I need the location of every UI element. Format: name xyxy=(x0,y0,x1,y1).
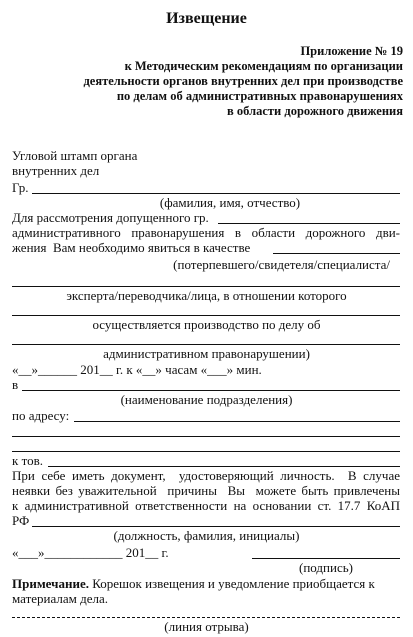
role-field-line[interactable] xyxy=(12,286,400,287)
cut-line xyxy=(12,617,400,618)
warning-text: РФ xyxy=(12,513,30,528)
note xyxy=(12,576,375,591)
offender-name-field[interactable] xyxy=(218,223,400,224)
document-title: Извещение xyxy=(166,10,247,27)
review-text: административного правонарушения в области дорожного дви- xyxy=(12,225,400,240)
position-field[interactable] xyxy=(32,526,400,527)
warning-text: При себе иметь документ, удостоверяющий личность. В случае xyxy=(12,468,400,483)
appendix-line: деятельности органов внутренних дел при производстве xyxy=(83,74,403,88)
position-hint: (должность, фамилия, инициалы) xyxy=(113,528,300,543)
note-text: материалам дела. xyxy=(12,591,108,606)
address-field[interactable] xyxy=(74,421,400,422)
role-field-line[interactable] xyxy=(12,315,400,316)
address-label: по адресу: xyxy=(12,408,70,423)
officer-field[interactable] xyxy=(48,466,400,467)
role-hint: административном правонарушении) xyxy=(103,346,310,361)
signature-date: «___»____________ 201__ г. xyxy=(12,545,169,560)
recipient-hint: (фамилия, имя, отчество) xyxy=(159,195,301,210)
warning-text: к административной ответственности на основании ст. 17.7 КоАП xyxy=(12,498,400,513)
stamp-label: внутренних дел xyxy=(12,163,100,178)
review-text: Для рассмотрения допущенного гр. xyxy=(12,210,209,225)
address-field-line[interactable] xyxy=(12,436,400,437)
appendix-number: Приложение № 19 xyxy=(300,44,403,58)
review-text: жения Вам необходимо явиться в качестве xyxy=(12,240,251,255)
role-hint: эксперта/переводчика/лица, в отношении которого xyxy=(66,288,347,303)
role-hint: осуществляется производство по делу об xyxy=(92,317,321,332)
note-label: Примечание. xyxy=(12,576,89,591)
appendix-line: к Методическим рекомендациям по организации xyxy=(124,59,403,73)
recipient-label: Гр. xyxy=(12,180,29,195)
appendix-line: по делам об административных правонарушениях xyxy=(116,89,403,103)
cut-hint: (линия отрыва) xyxy=(164,619,249,634)
warning-text: неявки без уважительной причины Вы можете быть привлечены xyxy=(12,483,400,498)
address-field-line[interactable] xyxy=(12,451,400,452)
unit-field[interactable] xyxy=(22,390,400,391)
appendix-line: в области дорожного движения xyxy=(227,104,403,118)
appointment-date: «__»______ 201__ г. к «__» часам «___» мин. xyxy=(12,362,262,377)
signature-field[interactable] xyxy=(252,558,400,559)
role-field[interactable] xyxy=(273,253,400,254)
stamp-label: Угловой штамп органа xyxy=(12,148,138,163)
unit-hint: (наименование подразделения) xyxy=(120,392,293,407)
officer-label: к тов. xyxy=(12,453,43,468)
case-field-line[interactable] xyxy=(12,344,400,345)
note-text: Корешок извещения и уведомление приобщается к xyxy=(88,576,375,591)
recipient-name-field[interactable] xyxy=(32,193,400,194)
role-hint: (потерпевшего/свидетеля/специалиста/ xyxy=(173,257,390,272)
signature-hint: (подпись) xyxy=(299,560,353,575)
unit-label: в xyxy=(12,377,19,392)
